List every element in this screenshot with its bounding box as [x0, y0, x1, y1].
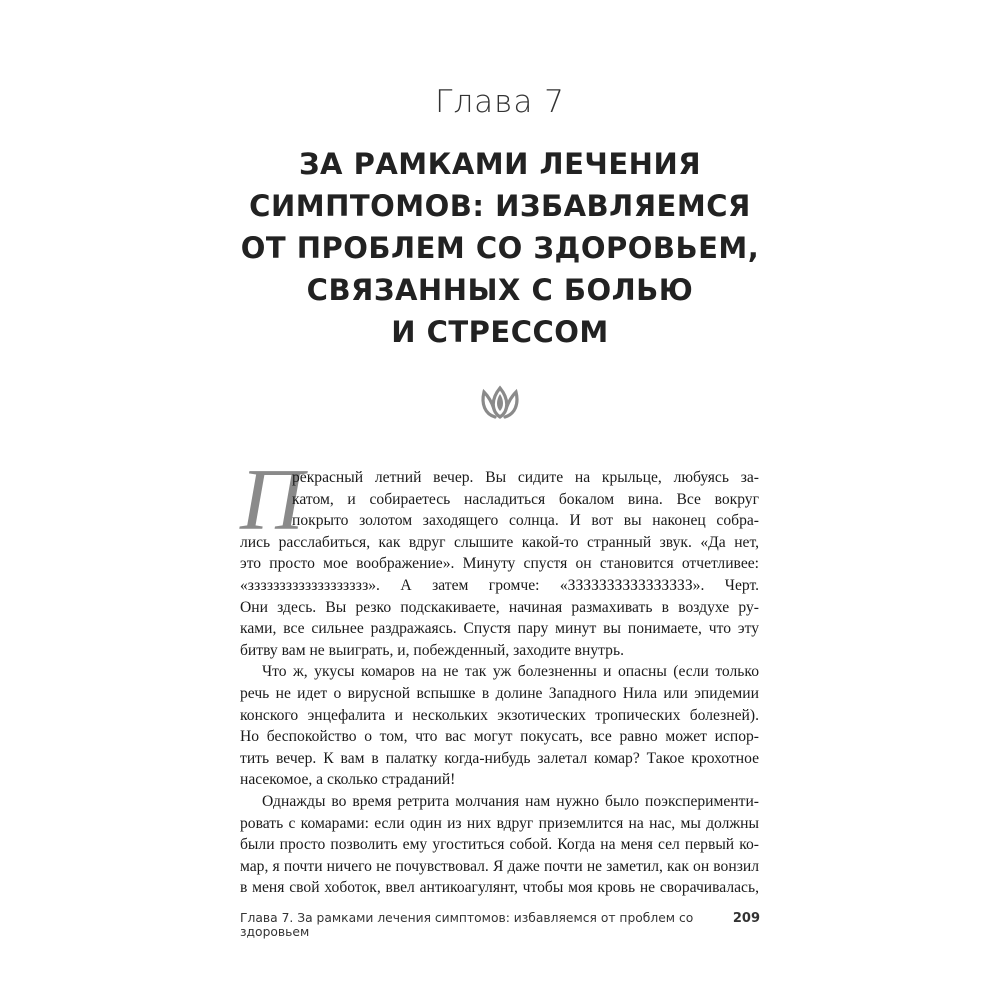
text-line: тить вечер. К вам в палатку когда-нибудь залетал комар? Такое крохотное [240, 749, 759, 767]
chapter-title [200, 143, 800, 353]
running-head: Глава 7. За рамками лечения симптомов: избавляемся от проблем со здоровьем [240, 911, 694, 939]
text-line: покрыто золотом заходящего солнца. И вот вы наконец собра- [292, 512, 759, 530]
chapter-label: Глава 7 [435, 84, 565, 120]
text-line: насекомое, а сколько страданий! [240, 771, 456, 789]
text-line: битву вам не выиграть, и, побежденный, заходите внутрь. [240, 641, 624, 659]
chapter-title-line: ОТ ПРОБЛЕМ СО ЗДОРОВЬЕМ, [240, 231, 760, 265]
text-line: лись расслабиться, как вдруг слышите какой-то странный звук. «Да нет, [240, 533, 759, 551]
text-line: катом, и собираетесь насладиться бокалом вина. Все вокруг [292, 490, 759, 508]
chapter-title-line: СВЯЗАННЫХ С БОЛЬЮ [306, 273, 694, 307]
chapter-title-line: СИМПТОМОВ: ИЗБАВЛЯЕМСЯ [249, 189, 751, 223]
text-line: конского энцефалита и нескольких экзотических тропических болезней). [240, 706, 759, 724]
text-line: Они здесь. Вы резко подскакиваете, начиная размахивать в воздухе ру- [240, 598, 759, 616]
drop-cap: П [240, 452, 304, 549]
text-line: ками, все сильнее раздражаясь. Спустя пару минут вы понимаете, что эту [240, 620, 759, 638]
lotus-icon [478, 377, 522, 421]
text-line: мар, я почти ничего не почувствовал. Я даже почти не заметил, как он вонзил [240, 857, 759, 875]
chapter-title-line: ЗА РАМКАМИ ЛЕЧЕНИЯ [298, 147, 702, 181]
text-line: были просто позволить ему угоститься собой. Когда на меня сел первый ко- [240, 836, 759, 854]
page-footer [240, 911, 760, 939]
text-line: в меня свой хоботок, ввел антикоагулянт, чтобы моя кровь не сворачивалась, [240, 879, 759, 897]
text-line: рекрасный летний вечер. Вы сидите на крыльце, любуясь за- [292, 469, 759, 486]
body-text [240, 467, 759, 899]
text-line: речь не идет о вирусной вспышке в долине Западного Нила или эпидемии [240, 684, 759, 702]
text-line: Однажды во время ретрита молчания нам нужно было поэксперименти- [262, 792, 759, 810]
text-line: это просто мое воображение». Минуту спустя он становится отчетливее: [240, 555, 759, 573]
text-line: «ззззззззззззззззззз». А затем громче: «ЗЗЗЗЗЗЗЗЗЗЗЗЗЗЗЗ». Черт. [240, 576, 759, 594]
text-line: Что ж, укусы комаров на не так уж болезненны и опасны (если только [262, 663, 759, 681]
page-number: 209 [732, 911, 760, 926]
text-line: Но беспокойство о том, что вас могут покусать, все равно может испор- [240, 728, 759, 746]
chapter-title-line: И СТРЕССОМ [391, 315, 609, 349]
text-line: ровать с комарами: если один из них вдруг приземлится на нас, мы должны [240, 814, 759, 832]
